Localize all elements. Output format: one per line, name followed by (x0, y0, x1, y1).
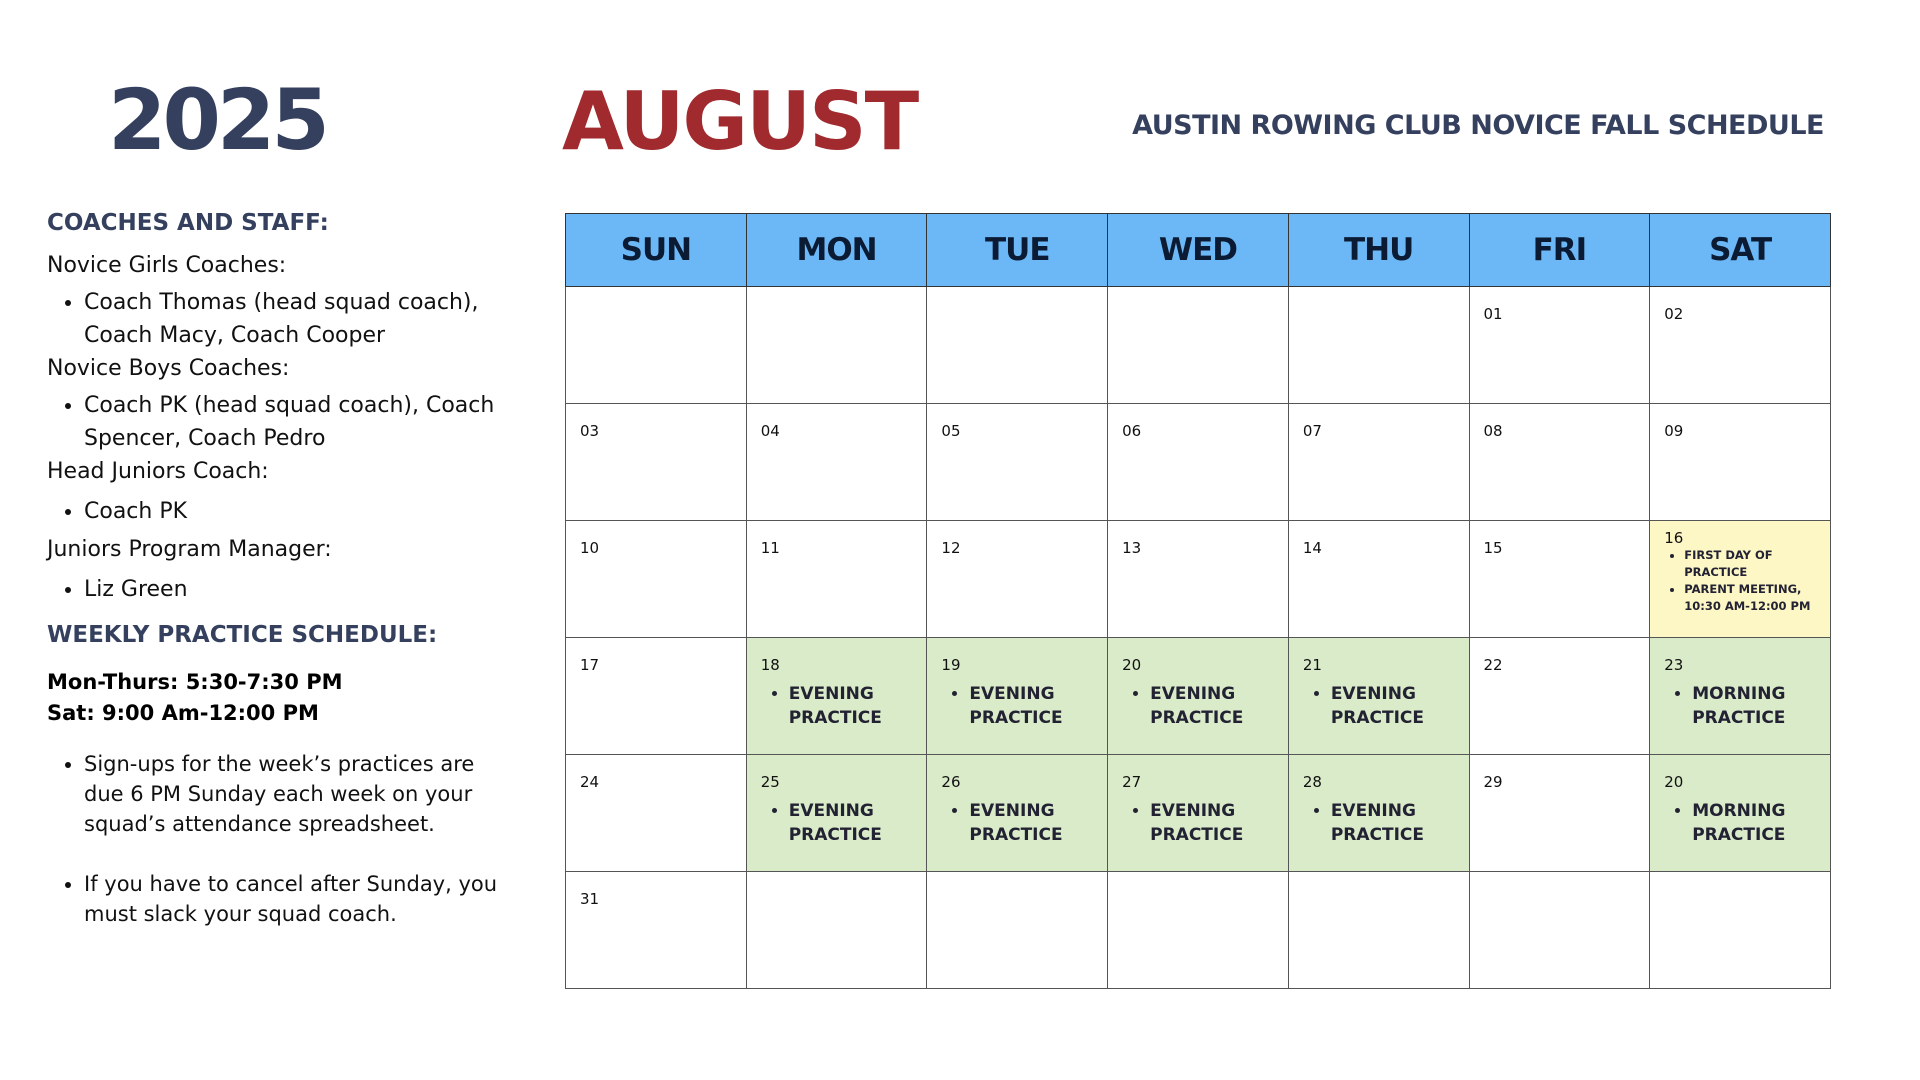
day-number: 10 (580, 539, 600, 557)
novice-girls-coaches-list (47, 286, 507, 352)
event-list (769, 799, 899, 847)
weekday-tue: TUE (927, 214, 1108, 287)
calendar-day-cell[interactable] (1469, 521, 1650, 638)
calendar-day-cell[interactable] (1288, 404, 1469, 521)
event-list (1668, 547, 1824, 615)
calendar-day-cell[interactable] (1650, 755, 1831, 872)
calendar-day-cell[interactable] (1469, 638, 1650, 755)
calendar-day-cell[interactable] (1288, 755, 1469, 872)
day-number: 15 (1483, 539, 1503, 557)
calendar-day-cell[interactable] (566, 755, 747, 872)
event-list (949, 682, 1079, 730)
day-number: 03 (580, 422, 600, 440)
event-list (1130, 799, 1260, 847)
event-list (949, 799, 1079, 847)
calendar-day-cell[interactable] (1469, 872, 1650, 989)
weekday-sun: SUN (566, 214, 747, 287)
weekday-header-row (566, 214, 1831, 287)
event-item: • MORNING PRACTICE (1692, 682, 1802, 730)
schedule-subtitle: AUSTIN ROWING CLUB NOVICE FALL SCHEDULE (1132, 110, 1824, 141)
event-item: • PARENT MEETING, 10:30 AM-12:00 PM (1684, 581, 1824, 615)
practice-schedule-title: WEEKLY PRACTICE SCHEDULE: (47, 622, 438, 648)
weekday-wed: WED (1108, 214, 1289, 287)
event-item: • EVENING PRACTICE (1150, 682, 1260, 730)
calendar-day-cell[interactable] (566, 872, 747, 989)
event-item: • EVENING PRACTICE (789, 799, 899, 847)
day-number: 11 (760, 539, 780, 557)
weekday-fri: FRI (1469, 214, 1650, 287)
event-item: • EVENING PRACTICE (1331, 682, 1441, 730)
month-title: AUGUST (562, 75, 918, 168)
calendar-day-cell[interactable] (566, 638, 747, 755)
calendar-week-row (566, 872, 1831, 989)
day-number: 17 (580, 656, 600, 674)
day-number: 29 (1483, 773, 1503, 791)
hours-saturday: Sat: 9:00 Am-12:00 PM (47, 701, 319, 725)
calendar-day-cell[interactable] (1650, 287, 1831, 404)
calendar-day-cell[interactable] (1469, 287, 1650, 404)
day-number: 09 (1664, 422, 1684, 440)
day-number: 27 (1122, 773, 1142, 791)
weekday-thu: THU (1288, 214, 1469, 287)
list-item: • Coach PK (head squad coach), Coach Spencer, Coach Pedro (84, 389, 507, 455)
august-calendar (565, 213, 1831, 989)
group-label-novice-boys: Novice Boys Coaches: (47, 356, 290, 381)
day-number: 26 (941, 773, 961, 791)
calendar-day-cell[interactable] (566, 404, 747, 521)
calendar-day-cell[interactable] (566, 287, 747, 404)
day-number: 22 (1483, 656, 1503, 674)
event-list (1311, 682, 1441, 730)
day-number: 07 (1302, 422, 1322, 440)
calendar-day-cell[interactable] (927, 521, 1108, 638)
calendar-day-cell[interactable] (746, 521, 927, 638)
event-item: • EVENING PRACTICE (1150, 799, 1260, 847)
novice-boys-coaches-list (47, 389, 507, 455)
day-number: 12 (941, 539, 961, 557)
calendar-day-cell[interactable] (927, 755, 1108, 872)
day-number: 25 (760, 773, 780, 791)
event-item: • EVENING PRACTICE (789, 682, 899, 730)
calendar-day-cell[interactable] (1288, 521, 1469, 638)
day-number: 16 (1664, 529, 1684, 547)
calendar-day-cell[interactable] (1108, 287, 1289, 404)
day-number: 02 (1664, 305, 1684, 323)
calendar-day-cell[interactable] (1288, 872, 1469, 989)
day-number: 01 (1483, 305, 1503, 323)
sidebar (47, 212, 507, 929)
calendar-day-cell[interactable] (1288, 638, 1469, 755)
calendar-day-cell[interactable] (1469, 755, 1650, 872)
calendar-day-cell[interactable] (927, 287, 1108, 404)
calendar-week-row (566, 638, 1831, 755)
event-list (1311, 799, 1441, 847)
hours-weekday: Mon-Thurs: 5:30-7:30 PM (47, 670, 343, 694)
calendar-day-cell[interactable] (1288, 287, 1469, 404)
list-item: • Coach PK (84, 495, 507, 528)
calendar-day-cell[interactable] (1108, 404, 1289, 521)
calendar-body (566, 287, 1831, 989)
event-list (1672, 682, 1802, 730)
calendar-day-cell[interactable] (1650, 521, 1831, 638)
coaches-section-title: COACHES AND STAFF: (47, 210, 329, 236)
calendar-week-row (566, 521, 1831, 638)
calendar-day-cell[interactable] (746, 287, 927, 404)
day-number: 19 (941, 656, 961, 674)
day-number: 20 (1122, 656, 1142, 674)
day-number: 06 (1122, 422, 1142, 440)
event-item: • EVENING PRACTICE (969, 799, 1079, 847)
calendar-day-cell[interactable] (1108, 755, 1289, 872)
calendar-day-cell[interactable] (1108, 872, 1289, 989)
group-label-head-juniors: Head Juniors Coach: (47, 459, 269, 484)
day-number: 08 (1483, 422, 1503, 440)
calendar-day-cell[interactable] (927, 872, 1108, 989)
day-number: 31 (580, 890, 600, 908)
day-number: 05 (941, 422, 961, 440)
calendar-day-cell[interactable] (927, 404, 1108, 521)
calendar-day-cell[interactable] (566, 521, 747, 638)
note-item-signups: • Sign-ups for the week’s practices are due 6 PM Sunday each week on your squad’s attendance spreadsheet. (84, 749, 507, 839)
juniors-manager-list (47, 573, 507, 606)
day-number: 28 (1302, 773, 1322, 791)
calendar-day-cell[interactable] (746, 755, 927, 872)
day-number: 13 (1122, 539, 1142, 557)
weekday-sat: SAT (1650, 214, 1831, 287)
day-number: 18 (760, 656, 780, 674)
weekday-mon: MON (746, 214, 927, 287)
event-list (1672, 799, 1802, 847)
group-label-juniors-manager: Juniors Program Manager: (47, 537, 332, 562)
day-number: 21 (1302, 656, 1322, 674)
event-list (1130, 682, 1260, 730)
list-item: • Coach Thomas (head squad coach), Coach Macy, Coach Cooper (84, 286, 507, 352)
calendar-day-cell[interactable] (927, 638, 1108, 755)
calendar-day-cell[interactable] (1108, 638, 1289, 755)
calendar-day-cell[interactable] (1650, 638, 1831, 755)
list-item: • Liz Green (84, 573, 507, 606)
calendar-day-cell[interactable] (1108, 521, 1289, 638)
event-item: • EVENING PRACTICE (969, 682, 1079, 730)
day-number: 20 (1664, 773, 1684, 791)
practice-hours (47, 667, 507, 729)
event-list (769, 682, 899, 730)
calendar-week-row (566, 755, 1831, 872)
practice-notes-list (47, 749, 507, 929)
calendar-day-cell[interactable] (746, 872, 927, 989)
calendar-week-row (566, 287, 1831, 404)
event-item: • MORNING PRACTICE (1692, 799, 1802, 847)
calendar-week-row (566, 404, 1831, 521)
event-item: • FIRST DAY OF PRACTICE (1684, 547, 1824, 581)
day-number: 04 (760, 422, 780, 440)
year-title: 2025 (108, 71, 326, 169)
calendar-day-cell[interactable] (746, 638, 927, 755)
calendar-day-cell[interactable] (746, 404, 927, 521)
head-juniors-coach-list (47, 495, 507, 528)
day-number: 14 (1302, 539, 1322, 557)
group-label-novice-girls: Novice Girls Coaches: (47, 253, 287, 278)
day-number: 23 (1664, 656, 1684, 674)
calendar-day-cell[interactable] (1650, 404, 1831, 521)
calendar-day-cell[interactable] (1650, 872, 1831, 989)
calendar-day-cell[interactable] (1469, 404, 1650, 521)
note-item-cancel: • If you have to cancel after Sunday, you must slack your squad coach. (84, 869, 507, 929)
event-item: • EVENING PRACTICE (1331, 799, 1441, 847)
day-number: 24 (580, 773, 600, 791)
